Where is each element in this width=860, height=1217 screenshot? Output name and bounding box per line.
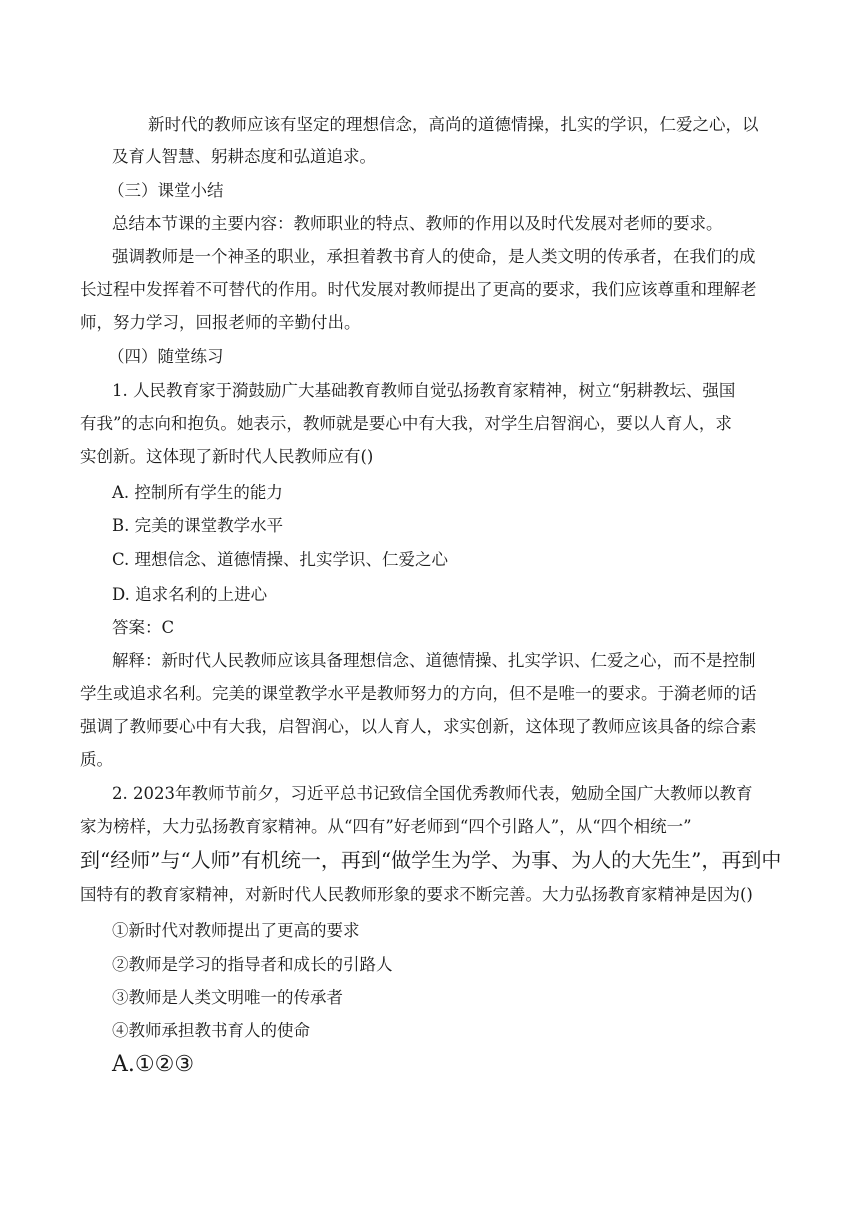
- practice-heading: （四）随堂练习: [108, 347, 224, 366]
- q1-answer: 答案：C: [112, 618, 175, 637]
- q1-option-b: B. 完美的课堂教学水平: [112, 516, 284, 535]
- summary-paragraph-2-line-1: 强调教师是一个神圣的职业，承担着教书育人的使命，是人类文明的传承者，在我们的成: [112, 247, 756, 266]
- q1-explanation-line-3: 强调了教师要心中有大我，启智润心，以人育人，求实创新，这体现了教师应该具备的综合素: [80, 717, 757, 736]
- q1-line-1: 1. 人民教育家于漪鼓励广大基础教育教师自觉弘扬教育家精神，树立“躬耕教坛、强国: [112, 381, 736, 400]
- intro-line-2: 及育人智慧、躬耕态度和弘道追求。: [112, 147, 376, 166]
- q2-statement-1: ①新时代对教师提出了更高的要求: [112, 921, 360, 940]
- summary-paragraph-2-line-2: 长过程中发挥着不可替代的作用。时代发展对教师提出了更高的要求，我们应该尊重和理解老: [80, 280, 757, 299]
- q1-option-d: D. 追求名利的上进心: [112, 585, 268, 604]
- q2-line-3: 到“经师”与“人师”有机统一，再到“做学生为学、为事、为人的大先生”，再到中: [80, 848, 782, 872]
- q1-line-2: 有我”的志向和抱负。她表示，教师就是要心中有大我，对学生启智润心，要以人育人，求: [80, 414, 732, 433]
- q2-statement-3: ③教师是人类文明唯一的传承者: [112, 988, 343, 1007]
- q2-line-4: 国特有的教育家精神，对新时代人民教师形象的要求不断完善。大力弘扬教育家精神是因为(): [80, 885, 753, 904]
- q1-explanation-line-2: 学生或追求名利。完美的课堂教学水平是教师努力的方向，但不是唯一的要求。于漪老师的话: [80, 684, 757, 703]
- intro-line-1: 新时代的教师应该有坚定的理想信念，高尚的道德情操，扎实的学识，仁爱之心，以: [148, 115, 759, 134]
- q2-option-a: A.①②③: [112, 1052, 195, 1077]
- q2-statement-4: ④教师承担教书育人的使命: [112, 1021, 310, 1040]
- q1-option-c: C. 理想信念、道德情操、扎实学识、仁爱之心: [112, 550, 449, 569]
- q2-line-2: 家为榜样，大力弘扬教育家精神。从“四有”好老师到“四个引路人”，从“四个相统一”: [80, 817, 692, 836]
- summary-paragraph-2-line-3: 师，努力学习，回报老师的辛勤付出。: [80, 313, 361, 332]
- q1-explanation-line-4: 质。: [80, 750, 113, 769]
- q2-statement-2: ②教师是学习的指导者和成长的引路人: [112, 955, 393, 974]
- q1-explanation-line-1: 解释：新时代人民教师应该具备理想信念、道德情操、扎实学识、仁爱之心，而不是控制: [112, 651, 756, 670]
- summary-heading: （三）课堂小结: [108, 181, 224, 200]
- q1-line-3: 实创新。这体现了新时代人民教师应有(): [80, 447, 374, 466]
- summary-paragraph-1: 总结本节课的主要内容：教师职业的特点、教师的作用以及时代发展对老师的要求。: [112, 214, 723, 233]
- q1-option-a: A. 控制所有学生的能力: [112, 483, 283, 502]
- q2-line-1: 2. 2023年教师节前夕，习近平总书记致信全国优秀教师代表，勉励全国广大教师以教育: [112, 784, 753, 803]
